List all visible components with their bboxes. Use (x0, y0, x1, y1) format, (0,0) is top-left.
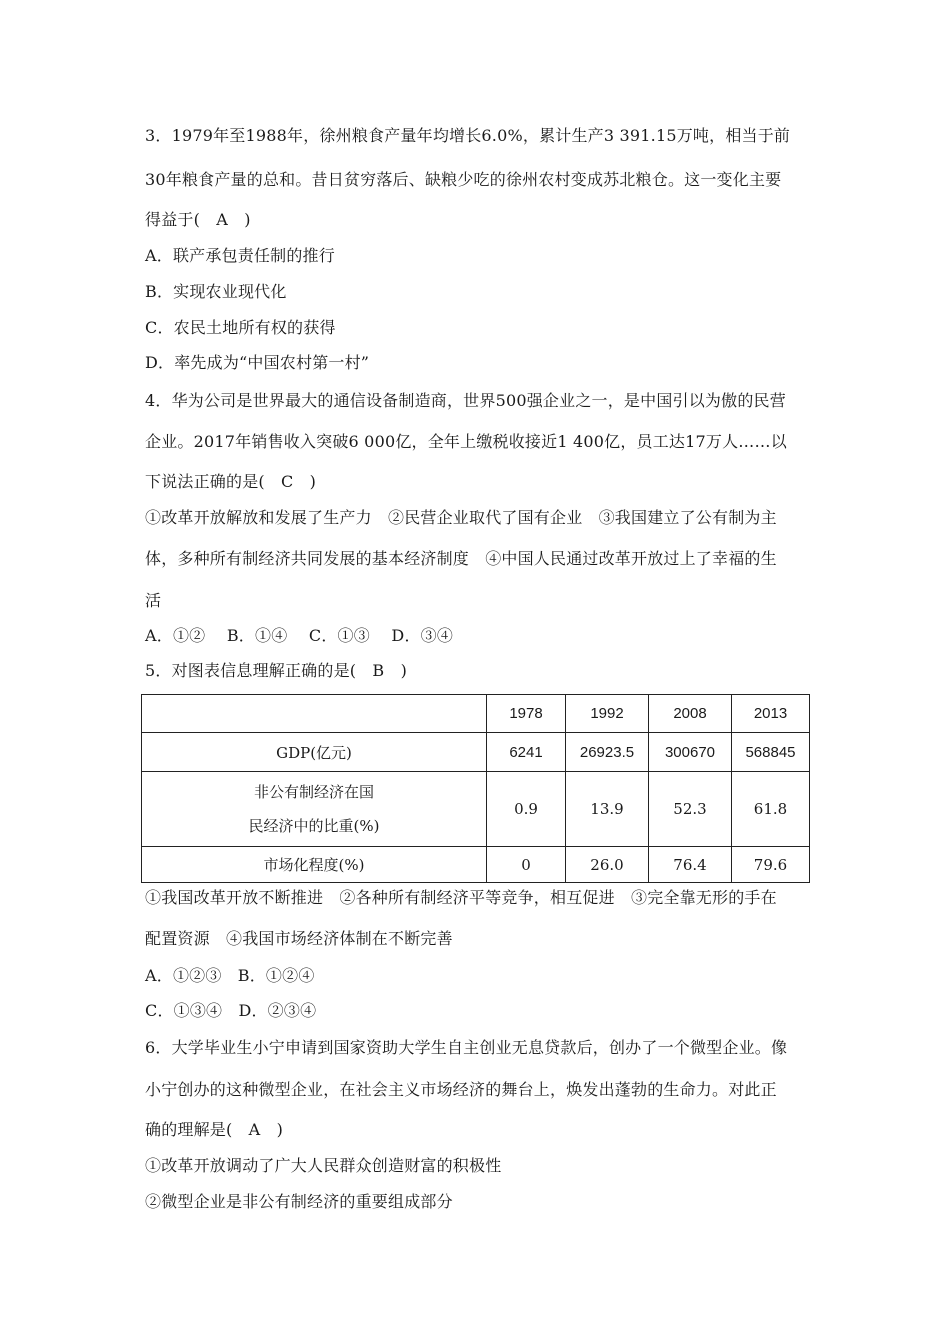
table-corner-cell (142, 695, 487, 733)
table-row (142, 772, 810, 847)
q3-option-c: C．农民土地所有权的获得 (145, 318, 336, 337)
q5-statement-line-1: ①我国改革开放不断推进 ②各种所有制经济平等竞争，相互促进 ③完全靠无形的手在 (145, 888, 777, 907)
table-header-row (142, 695, 810, 733)
q6-statement-2: ②微型企业是非公有制经济的重要组成部分 (145, 1192, 453, 1211)
header-year: 1992 (566, 695, 649, 733)
q5-options-line-1: A．①②③ B．①②④ (145, 966, 315, 985)
q4-stem-line-1: 4．华为公司是世界最大的通信设备制造商，世界500强企业之一，是中国引以为傲的民营 (145, 391, 786, 410)
q6-stem-line-1: 6．大学毕业生小宁申请到国家资助大学生自主创业无息贷款后，创办了一个微型企业。像 (145, 1038, 788, 1057)
q5-statement-line-2: 配置资源 ④我国市场经济体制在不断完善 (145, 929, 453, 948)
table-cell: 26923.5 (566, 733, 649, 772)
table-cell: 0 (487, 847, 566, 883)
q3-option-b: B．实现农业现代化 (145, 282, 287, 301)
row-label-line-2: 民经济中的比重(%) (248, 817, 380, 835)
q4-statement-line-1: ①改革开放解放和发展了生产力 ②民营企业取代了国有企业 ③我国建立了公有制为主 (145, 508, 777, 527)
q5-stem: 5．对图表信息理解正确的是( B ) (145, 661, 408, 680)
q5-data-table (141, 694, 810, 883)
table-row (142, 847, 810, 883)
header-year: 1978 (487, 695, 566, 733)
q3-stem-line-1: 3．1979年至1988年，徐州粮食产量年均增长6.0%，累计生产3 391.15万吨，相当于前 (145, 126, 791, 145)
q3-option-a: A．联产承包责任制的推行 (145, 246, 335, 265)
q4-stem-line-3: 下说法正确的是( C ) (145, 472, 317, 491)
table-cell: 0.9 (487, 772, 566, 847)
q5-options-line-2: C．①③④ D．②③④ (145, 1001, 317, 1020)
q4-statement-line-2: 体，多种所有制经济共同发展的基本经济制度 ④中国人民通过改革开放过上了幸福的生 (145, 549, 777, 568)
table-cell: 13.9 (566, 772, 649, 847)
header-year: 2008 (649, 695, 732, 733)
q4-options: A．①② B．①④ C．①③ D．③④ (145, 626, 454, 645)
row-label-line-1: 非公有制经济在国 (253, 783, 374, 801)
q4-statement-line-3: 活 (145, 591, 162, 610)
q6-statement-1: ①改革开放调动了广大人民群众创造财富的积极性 (145, 1156, 502, 1175)
table-cell: 6241 (487, 733, 566, 772)
q6-stem-line-3: 确的理解是( A ) (145, 1120, 284, 1139)
table-cell: 61.8 (732, 772, 810, 847)
table-cell: 79.6 (732, 847, 810, 883)
row-label (142, 772, 487, 847)
table-cell: 300670 (649, 733, 732, 772)
table-cell: 26.0 (566, 847, 649, 883)
table-cell: 568845 (732, 733, 810, 772)
table-cell: 52.3 (649, 772, 732, 847)
table-cell: 76.4 (649, 847, 732, 883)
q3-stem-line-2: 30年粮食产量的总和。昔日贫穷落后、缺粮少吃的徐州农村变成苏北粮仓。这一变化主要 (145, 170, 782, 189)
row-label: 市场化程度(%) (142, 847, 487, 883)
q4-stem-line-2: 企业。2017年销售收入突破6 000亿，全年上缴税收接近1 400亿，员工达17万人……以 (145, 432, 787, 451)
header-year: 2013 (732, 695, 810, 733)
q3-stem-line-3: 得益于( A ) (145, 210, 251, 229)
q3-option-d: D．率先成为“中国农村第一村” (145, 353, 370, 372)
q6-stem-line-2: 小宁创办的这种微型企业，在社会主义市场经济的舞台上，焕发出蓬勃的生命力。对此正 (145, 1080, 777, 1099)
row-label: GDP(亿元) (142, 733, 487, 772)
table-row (142, 733, 810, 772)
